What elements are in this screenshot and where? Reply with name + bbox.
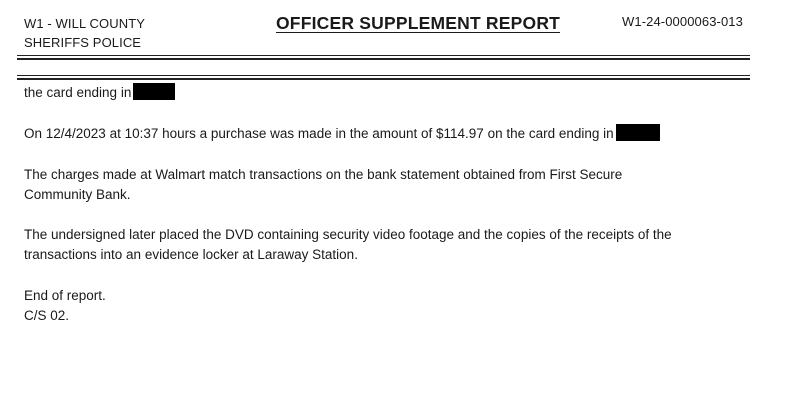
paragraph-purchase (24, 124, 764, 144)
report-title: OFFICER SUPPLEMENT REPORT (276, 13, 561, 33)
paragraph-charges-line-1: The charges made at Walmart match transactions on the bank statement obtained from First Secure (24, 167, 623, 182)
header-rule-top-thin (17, 55, 750, 56)
paragraph-card-ending (24, 83, 764, 103)
paragraph-charges (24, 165, 764, 205)
agency-name (24, 14, 145, 52)
header-rule-bottom-thin (17, 75, 750, 76)
case-number: W1-24-0000063-013 (622, 14, 743, 29)
redaction-block (616, 124, 660, 141)
header-rule-top-thick (17, 58, 750, 60)
paragraph-evidence (24, 225, 764, 265)
redaction-block (133, 83, 175, 100)
cs-code: C/S 02. (24, 308, 70, 323)
paragraph-evidence-line-1: The undersigned later placed the DVD containing security video footage and the copies of the receipts of the (24, 227, 672, 242)
paragraph-evidence-line-2: transactions into an evidence locker at Laraway Station. (24, 247, 358, 262)
paragraph-card-ending-text: the card ending in (24, 85, 132, 100)
agency-line-1: W1 - WILL COUNTY (24, 16, 146, 31)
paragraph-charges-line-2: Community Bank. (24, 187, 131, 202)
paragraph-purchase-text: On 12/4/2023 at 10:37 hours a purchase was made in the amount of $114.97 on the card ending in (24, 126, 614, 141)
end-of-report: End of report. (24, 288, 106, 303)
paragraph-end (24, 286, 764, 326)
header-rule-bottom-thick (17, 78, 750, 80)
agency-line-2: SHERIFFS POLICE (24, 35, 142, 50)
